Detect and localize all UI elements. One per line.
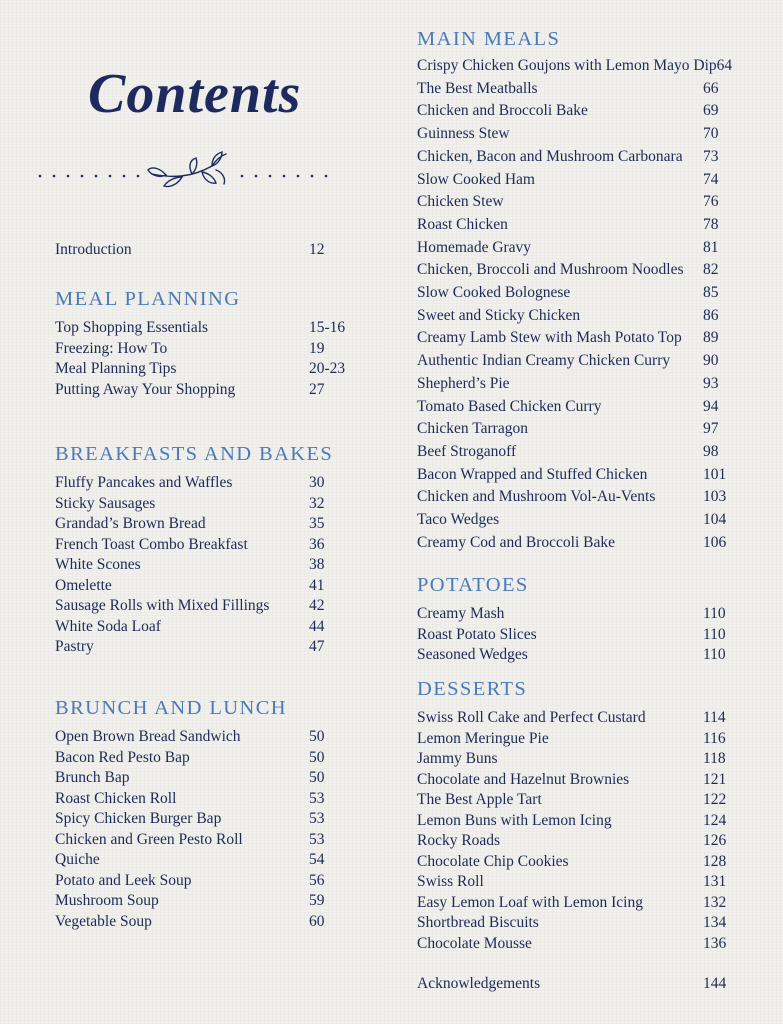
toc-entry[interactable]: Vegetable Soup 60 <box>55 912 325 930</box>
toc-entry[interactable]: The Best Meatballs 66 <box>417 79 719 97</box>
section-heading: DESSERTS <box>417 678 528 700</box>
toc-entry[interactable]: Shepherd’s Pie 93 <box>417 374 719 392</box>
section-breakfasts <box>55 443 355 658</box>
toc-entry[interactable]: Creamy Lamb Stew with Mash Potato Top 89 <box>417 329 719 347</box>
toc-entry[interactable]: The Best Apple Tart 122 <box>417 791 727 808</box>
section-main-meals <box>417 28 733 554</box>
toc-entry[interactable]: Slow Cooked Bolognese 85 <box>417 284 719 302</box>
leaf-sprig-icon <box>36 150 336 194</box>
toc-entry[interactable]: Creamy Mash 110 <box>417 605 726 622</box>
toc-entry[interactable]: White Scones 38 <box>55 556 325 573</box>
toc-entry[interactable]: Roast Chicken Roll 53 <box>55 789 325 807</box>
toc-entry[interactable]: Brunch Bap 50 <box>55 769 325 786</box>
toc-entry[interactable]: Open Brown Bread Sandwich 50 <box>55 728 325 745</box>
toc-entry[interactable]: Introduction 12 <box>55 241 325 258</box>
toc-entry[interactable]: Pastry 47 <box>55 638 325 655</box>
toc-entry[interactable]: Potato and Leek Soup 56 <box>55 871 325 889</box>
section-heading: MAIN MEALS <box>417 28 561 50</box>
toc-entry[interactable]: Roast Chicken 78 <box>417 215 719 233</box>
toc-entry[interactable]: Guinness Stew 70 <box>417 125 719 143</box>
section-brunch <box>55 697 355 932</box>
toc-entry[interactable]: Swiss Roll Cake and Perfect Custard 114 <box>417 709 726 726</box>
section-meal-planning <box>55 288 355 400</box>
toc-entry[interactable]: Putting Away Your Shopping 27 <box>55 380 325 398</box>
acknowledgements-entry <box>417 974 727 995</box>
toc-entry[interactable]: Top Shopping Essentials 15-16 <box>55 319 346 336</box>
toc-entry[interactable]: Acknowledgements 144 <box>417 975 727 992</box>
toc-entry[interactable]: Quiche 54 <box>55 851 325 868</box>
toc-entry[interactable]: Beef Stroganoff 98 <box>417 442 719 460</box>
toc-entry[interactable]: Rocky Roads 126 <box>417 832 727 849</box>
toc-entry[interactable]: French Toast Combo Breakfast 36 <box>55 535 325 553</box>
toc-entry[interactable]: Creamy Cod and Broccoli Bake 106 <box>417 533 727 551</box>
toc-entry[interactable]: Roast Potato Slices 110 <box>417 625 726 643</box>
page-title: Contents <box>88 63 302 125</box>
toc-entry[interactable]: Spicy Chicken Burger Bap 53 <box>55 810 325 827</box>
toc-entry[interactable]: Chicken and Broccoli Bake 69 <box>417 102 719 120</box>
toc-entry[interactable]: Chicken and Green Pesto Roll 53 <box>55 830 325 848</box>
toc-entry[interactable]: Chicken, Bacon and Mushroom Carbonara 73 <box>417 147 719 165</box>
section-heading: BRUNCH AND LUNCH <box>55 697 287 719</box>
toc-entry[interactable]: Bacon Wrapped and Stuffed Chicken 101 <box>417 465 727 483</box>
intro-entry[interactable] <box>55 240 355 261</box>
toc-entry[interactable]: White Soda Loaf 44 <box>55 617 325 635</box>
section-heading: POTATOES <box>417 574 529 596</box>
toc-entry[interactable]: Crispy Chicken Goujons with Lemon Mayo Dip 64 <box>417 57 733 74</box>
toc-entry[interactable]: Chocolate and Hazelnut Brownies 121 <box>417 770 727 788</box>
toc-entry[interactable]: Homemade Gravy 81 <box>417 238 719 256</box>
toc-entry[interactable]: Shortbread Biscuits 134 <box>417 914 727 931</box>
section-potatoes <box>417 574 727 666</box>
section-heading: MEAL PLANNING <box>55 288 241 310</box>
toc-entry[interactable]: Sticky Sausages 32 <box>55 494 325 512</box>
toc-entry[interactable]: Meal Planning Tips 20-23 <box>55 360 346 377</box>
toc-entry[interactable]: Easy Lemon Loaf with Lemon Icing 132 <box>417 893 727 911</box>
toc-entry[interactable]: Jammy Buns 118 <box>417 750 726 767</box>
toc-entry[interactable]: Grandad’s Brown Bread 35 <box>55 515 325 532</box>
section-heading: BREAKFASTS AND BAKES <box>55 443 334 465</box>
toc-entry[interactable]: Tomato Based Chicken Curry 94 <box>417 397 719 415</box>
toc-entry[interactable]: Bacon Red Pesto Bap 50 <box>55 748 325 766</box>
toc-entry[interactable]: Lemon Buns with Lemon Icing 124 <box>417 811 727 829</box>
toc-entry[interactable]: Seasoned Wedges 110 <box>417 646 726 663</box>
toc-entry[interactable]: Slow Cooked Ham 74 <box>417 170 719 188</box>
toc-entry[interactable]: Freezing: How To 19 <box>55 339 325 357</box>
toc-entry[interactable]: Lemon Meringue Pie 116 <box>417 729 726 747</box>
toc-entry[interactable]: Taco Wedges 104 <box>417 511 727 529</box>
toc-entry[interactable]: Sweet and Sticky Chicken 86 <box>417 306 719 324</box>
toc-entry[interactable]: Chicken, Broccoli and Mushroom Noodles 82 <box>417 261 719 279</box>
toc-entry[interactable]: Chicken Stew 76 <box>417 193 719 211</box>
toc-entry[interactable]: Chicken Tarragon 97 <box>417 420 719 438</box>
toc-entry[interactable]: Sausage Rolls with Mixed Fillings 42 <box>55 597 325 614</box>
toc-entry[interactable]: Authentic Indian Creamy Chicken Curry 90 <box>417 352 719 370</box>
section-desserts <box>417 678 727 954</box>
toc-entry[interactable]: Omelette 41 <box>55 576 325 594</box>
toc-entry[interactable]: Chocolate Mousse 136 <box>417 934 727 952</box>
toc-entry[interactable]: Chicken and Mushroom Vol-Au-Vents 103 <box>417 488 727 506</box>
toc-entry[interactable]: Fluffy Pancakes and Waffles 30 <box>55 474 325 491</box>
toc-entry[interactable]: Chocolate Chip Cookies 128 <box>417 852 727 870</box>
toc-entry[interactable]: Swiss Roll 131 <box>417 873 727 890</box>
toc-entry[interactable]: Mushroom Soup 59 <box>55 892 325 909</box>
